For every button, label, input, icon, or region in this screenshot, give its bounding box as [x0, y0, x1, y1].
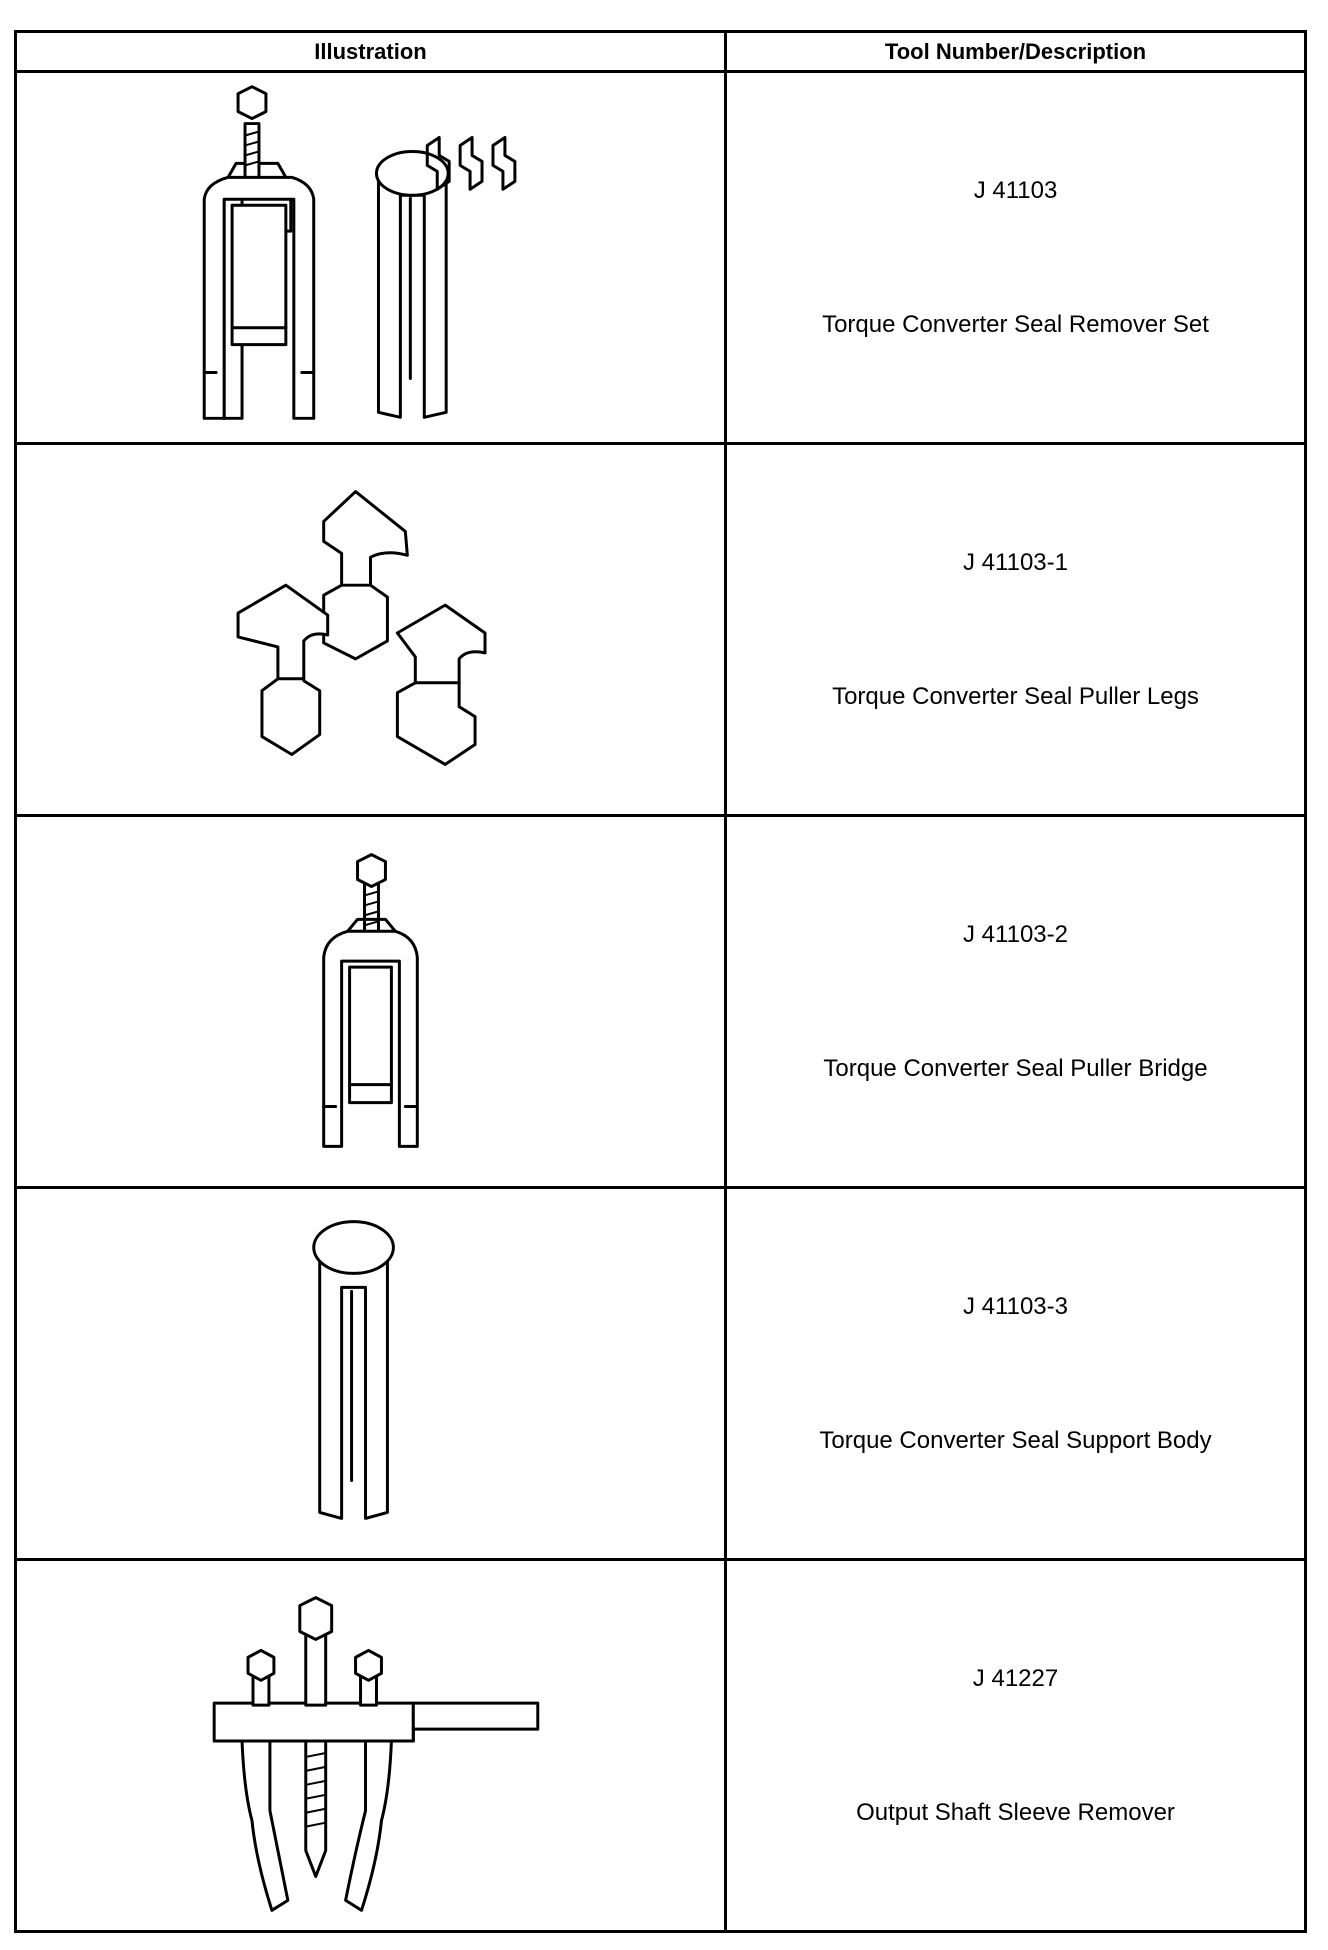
tool-number: J 41103-2 [963, 921, 1068, 948]
illustration-cell [16, 1560, 726, 1932]
tool-number: J 41227 [972, 1665, 1059, 1692]
table-row [16, 816, 1306, 1188]
header-row [16, 32, 1306, 72]
tool-cell [726, 444, 1306, 816]
tool-number: J 41103 [973, 177, 1058, 204]
table-row [16, 1560, 1306, 1932]
tool-description: Torque Converter Seal Remover Set [822, 311, 1209, 338]
tool-description: Torque Converter Seal Puller Bridge [823, 1055, 1208, 1082]
tool-cell [726, 1560, 1306, 1932]
table-row [16, 1188, 1306, 1560]
tool-cell [726, 1188, 1306, 1560]
tool-description: Output Shaft Sleeve Remover [856, 1799, 1175, 1826]
support-body-icon [17, 1189, 724, 1558]
illustration-cell [16, 816, 726, 1188]
tool-number: J 41103-3 [963, 1293, 1068, 1320]
illustration-cell [16, 444, 726, 816]
tool-table [14, 30, 1307, 1933]
illustration-cell [16, 72, 726, 444]
sleeve-remover-icon [17, 1561, 724, 1930]
tool-cell [726, 72, 1306, 444]
puller-bridge-icon [17, 817, 724, 1186]
illustration-cell [16, 1188, 726, 1560]
tool-description: Torque Converter Seal Puller Legs [832, 683, 1199, 710]
tool-number: J 41103-1 [963, 549, 1068, 576]
tool-header: Tool Number/Description [726, 32, 1306, 72]
seal-remover-set-icon [17, 73, 724, 442]
table-row [16, 72, 1306, 444]
illustration-header: Illustration [16, 32, 726, 72]
tool-cell [726, 816, 1306, 1188]
tool-description: Torque Converter Seal Support Body [819, 1427, 1212, 1454]
puller-legs-icon [17, 445, 724, 814]
table-row [16, 444, 1306, 816]
